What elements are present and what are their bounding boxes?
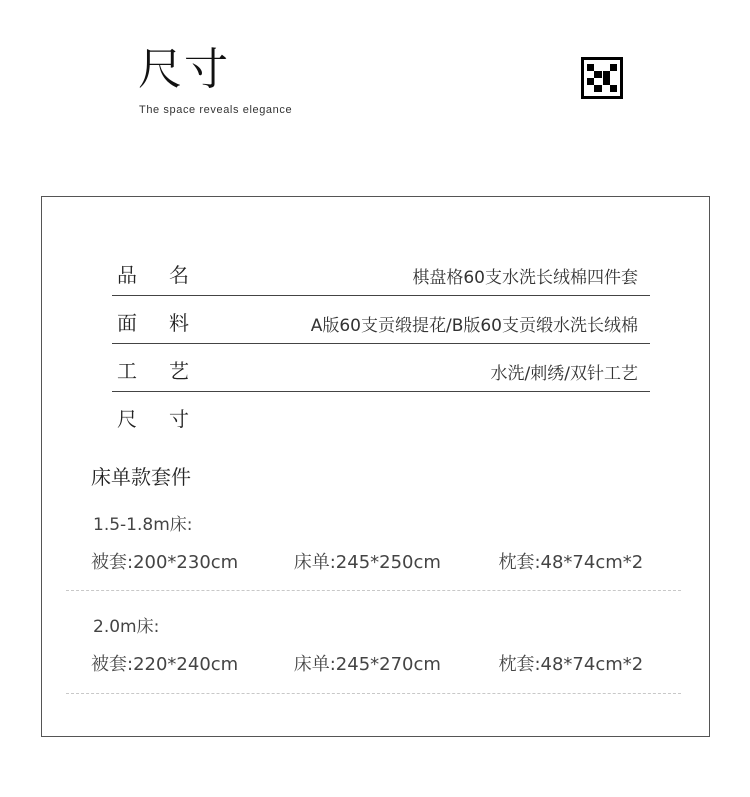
pillow-size: 枕套:48*74cm*2: [498, 654, 644, 675]
section-title: 床单款套件: [91, 465, 191, 489]
checkerboard-icon: [581, 57, 623, 99]
spec-key: [117, 307, 221, 336]
page-subtitle: The space reveals elegance: [139, 104, 293, 116]
size-label: 2.0m床:: [93, 617, 160, 637]
spec-value: 水洗/刺绣/双针工艺: [490, 364, 638, 384]
duvet-size: 被套:220*240cm: [91, 654, 239, 675]
size-detail-line: [91, 650, 643, 676]
spec-key-char: 工: [117, 359, 137, 383]
spec-key-char: 品: [117, 263, 137, 287]
pillow-size: 枕套:48*74cm*2: [498, 552, 644, 573]
spec-key: [117, 355, 221, 384]
page-title: 尺寸: [138, 44, 230, 95]
spec-key-char: 面: [117, 311, 137, 335]
spec-key: [117, 403, 221, 432]
spec-value: 棋盘格60支水洗长绒棉四件套: [412, 268, 638, 288]
spec-key-char: 尺: [117, 407, 137, 431]
spec-card: [41, 196, 710, 737]
spec-key-char: 名: [169, 263, 189, 287]
size-label: 1.5-1.8m床:: [93, 515, 193, 535]
spec-key-char: 料: [169, 311, 189, 335]
spec-key-char: 寸: [169, 407, 189, 431]
spec-row-name: [112, 247, 650, 296]
divider: [66, 590, 681, 591]
spec-row-size: [112, 391, 650, 439]
spec-value: A版60支贡缎提花/B版60支贡缎水洗长绒棉: [310, 316, 638, 336]
duvet-size: 被套:200*230cm: [91, 552, 239, 573]
spec-row-fabric: [112, 295, 650, 344]
size-detail-line: [91, 548, 643, 574]
spec-key: [117, 259, 221, 288]
sheet-size: 床单:245*250cm: [293, 552, 441, 573]
spec-row-craft: [112, 343, 650, 392]
sheet-size: 床单:245*270cm: [293, 654, 441, 675]
spec-key-char: 艺: [169, 359, 189, 383]
divider: [66, 693, 681, 694]
